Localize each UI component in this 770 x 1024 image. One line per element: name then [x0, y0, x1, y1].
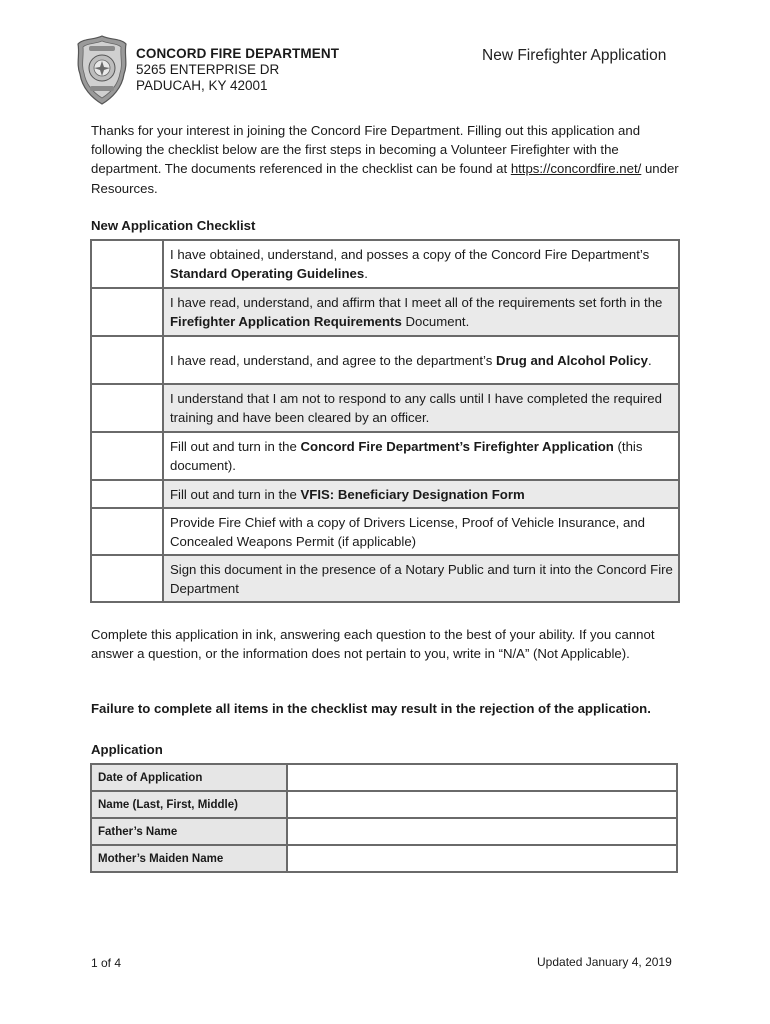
checklist-checkbox[interactable] [91, 336, 163, 384]
organization-address-block [136, 46, 339, 94]
mothers-maiden-name-field[interactable] [287, 845, 677, 872]
field-label: Mother’s Maiden Name [91, 845, 287, 872]
checklist-row [91, 432, 679, 480]
address-line-2: PADUCAH, KY 42001 [136, 78, 268, 93]
field-label: Date of Application [91, 764, 287, 791]
checklist-item-text: Fill out and turn in the VFIS: Beneficiary Designation Form [163, 480, 679, 508]
checklist-item-text: I have read, understand, and affirm that I meet all of the requirements set forth in the Firefighter Application Requirements Document. [163, 288, 679, 336]
field-label: Name (Last, First, Middle) [91, 791, 287, 818]
application-row [91, 818, 677, 845]
fathers-name-field[interactable] [287, 818, 677, 845]
application-title: Application [91, 742, 163, 757]
application-row [91, 764, 677, 791]
address-line-1: 5265 ENTERPRISE DR [136, 62, 280, 77]
application-row [91, 791, 677, 818]
checklist-checkbox[interactable] [91, 240, 163, 288]
checklist-row [91, 555, 679, 602]
checklist-checkbox[interactable] [91, 384, 163, 432]
organization-name: CONCORD FIRE DEPARTMENT [136, 46, 340, 61]
checklist-row [91, 508, 679, 555]
field-label: Father’s Name [91, 818, 287, 845]
date-of-application-field[interactable] [287, 764, 677, 791]
intro-suffix: under Resources. [91, 161, 679, 196]
checklist-checkbox[interactable] [91, 288, 163, 336]
checklist-checkbox[interactable] [91, 508, 163, 555]
checklist-item-text: I have obtained, understand, and posses a copy of the Concord Fire Department’s Standard Operating Guidelines. [163, 240, 679, 288]
checklist-item-text: I have read, understand, and agree to the department’s Drug and Alcohol Policy. [163, 336, 679, 384]
warning-text: Failure to complete all items in the checklist may result in the rejection of the application. [91, 701, 651, 716]
checklist-item-text: I understand that I am not to respond to any calls until I have completed the required training and have been cleared by an officer. [163, 384, 679, 432]
checklist-title: New Application Checklist [91, 218, 256, 233]
checklist-item-text: Fill out and turn in the Concord Fire Department’s Firefighter Application (this document). [163, 432, 679, 480]
intro-text: Thanks for your interest in joining the Concord Fire Department. Filling out this application and following the checklist below are the first steps in becoming a Volunteer Firefighter with the department. The documents referenced in the checklist can be found at [91, 123, 641, 177]
checklist-row [91, 480, 679, 508]
checklist-checkbox[interactable] [91, 555, 163, 602]
checklist-row [91, 240, 679, 288]
fire-department-badge-logo [76, 34, 128, 106]
name-field[interactable] [287, 791, 677, 818]
intro-paragraph [91, 121, 691, 198]
page-number: 1 of 4 [91, 956, 122, 970]
checklist-row [91, 384, 679, 432]
document-title: New Firefighter Application [482, 47, 667, 64]
updated-date: Updated January 4, 2019 [537, 955, 672, 969]
application-table [90, 763, 678, 873]
checklist-checkbox[interactable] [91, 480, 163, 508]
checklist-item-text: Provide Fire Chief with a copy of Drivers License, Proof of Vehicle Insurance, and Concealed Weapons Permit (if applicable) [163, 508, 679, 555]
checklist-table [90, 239, 680, 603]
checklist-checkbox[interactable] [91, 432, 163, 480]
checklist-row [91, 336, 679, 384]
checklist-item-text: Sign this document in the presence of a Notary Public and turn it into the Concord Fire Department [163, 555, 679, 602]
resources-link[interactable]: https://concordfire.net/ [510, 161, 642, 177]
application-row [91, 845, 677, 872]
checklist-row [91, 288, 679, 336]
instructions-paragraph: Complete this application in ink, answering each question to the best of your ability. If you cannot answer a question, or the information does not pertain to you, write in “N/A” (Not Applicable). [91, 627, 655, 661]
